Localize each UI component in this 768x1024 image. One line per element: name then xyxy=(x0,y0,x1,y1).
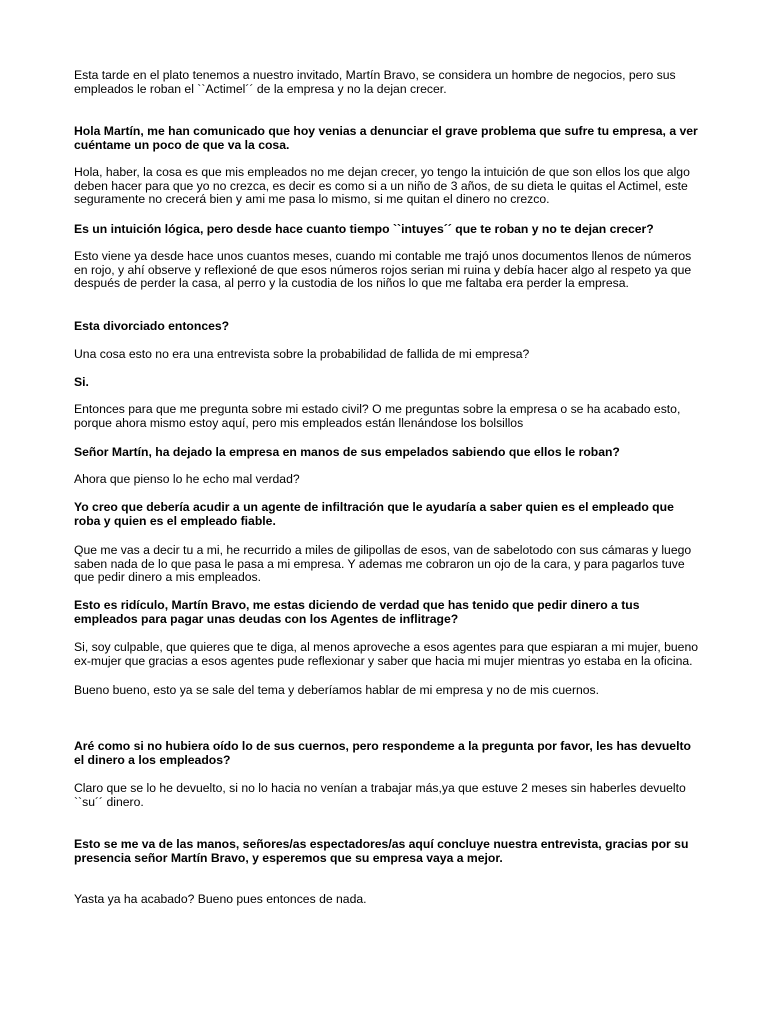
guest-answer: Ahora que pienso lo he echo mal verdad? xyxy=(74,472,300,486)
guest-answer: Hola, haber, la cosa es que mis empleados no me dejan crecer, yo tengo la intuición de que son ellos los que algo deben hacer para que yo no crezca, es decir es como si a un niño de 3 años, de su dieta le quitas el Actimel, este seguramente no crecerá bien y ami me pasa lo mismo, si me quitan el dinero no crezco. xyxy=(74,165,690,207)
interviewer-question: Hola Martín, me han comunicado que hoy venias a denunciar el grave problema que sufre tu empresa, a ver cuéntame un poco de que va la cosa. xyxy=(74,124,698,152)
guest-answer: Entonces para que me pregunta sobre mi estado civil? O me preguntas sobre la empresa o se ha acabado esto, porque ahora mismo estoy aquí, pero mis empleados están llenándose los bolsillos xyxy=(74,402,681,430)
interviewer-question: Yo creo que debería acudir a un agente de infiltración que le ayudaría a saber quien es el empleado que roba y quien es el empleado fiable. xyxy=(74,500,674,528)
guest-answer: Claro que se lo he devuelto, si no lo hacia no venían a trabajar más,ya que estuve 2 meses sin haberles devuelto ``su´´ dinero. xyxy=(74,781,686,809)
guest-answer: Yasta ya ha acabado? Bueno pues entonces de nada. xyxy=(74,892,367,906)
interviewer-question: Esto es ridículo, Martín Bravo, me estas diciendo de verdad que has tenido que pedir dinero a tus empleados para pagar unas deudas con los Agentes de inflitrage? xyxy=(74,598,640,626)
guest-answer: Una cosa esto no era una entrevista sobre la probabilidad de fallida de mi empresa? xyxy=(74,347,530,361)
intro-paragraph: Esta tarde en el plato tenemos a nuestro invitado, Martín Bravo, se considera un hombre de negocios, pero sus empleados le roban el ``Actimel´´ de la empresa y no la dejan crecer. xyxy=(74,68,676,96)
guest-answer: Bueno bueno, esto ya se sale del tema y deberíamos hablar de mi empresa y no de mis cuernos. xyxy=(74,683,600,697)
interviewer-question: Señor Martín, ha dejado la empresa en manos de sus empelados sabiendo que ellos le roban? xyxy=(74,445,620,459)
interviewer-question: Esto se me va de las manos, señores/as espectadores/as aquí concluye nuestra entrevista, gracias por su presencia señor Martín Bravo, y esperemos que su empresa vaya a mejor. xyxy=(74,837,689,865)
guest-answer: Si, soy culpable, que quieres que te diga, al menos aproveche a esos agentes para que espiaran a mi mujer, bueno ex-mujer que gracias a esos agentes pude reflexionar y saber que hacia mi mujer mientras yo estaba en la oficina. xyxy=(74,640,698,668)
interviewer-question: Es un intuición lógica, pero desde hace cuanto tiempo ``intuyes´´ que te roban y no te dejan crecer? xyxy=(74,222,654,236)
interviewer-question: Aré como si no hubiera oído lo de sus cuernos, pero respondeme a la pregunta por favor, les has devuelto el dinero a los empleados? xyxy=(74,739,691,767)
interviewer-question: Esta divorciado entonces? xyxy=(74,319,230,333)
guest-answer: Esto viene ya desde hace unos cuantos meses, cuando mi contable me trajó unos documentos llenos de números en rojo, y ahí observe y reflexioné de que esos números rojos serian mi ruina y debía hacer algo al respeto ya que después de perder la casa, al perro y la custodia de los niños lo que me faltaba era perder la empresa. xyxy=(74,249,692,291)
interviewer-question: Si. xyxy=(74,375,89,389)
guest-answer: Que me vas a decir tu a mi, he recurrido a miles de gilipollas de esos, van de sabelotodo con sus cámaras y luego saben nada de lo que pasa le pasa a mi empresa. Y ademas me cobraron un ojo de la cara, y para pagarlos tuve que pedir dinero a mis empleados. xyxy=(74,543,692,585)
